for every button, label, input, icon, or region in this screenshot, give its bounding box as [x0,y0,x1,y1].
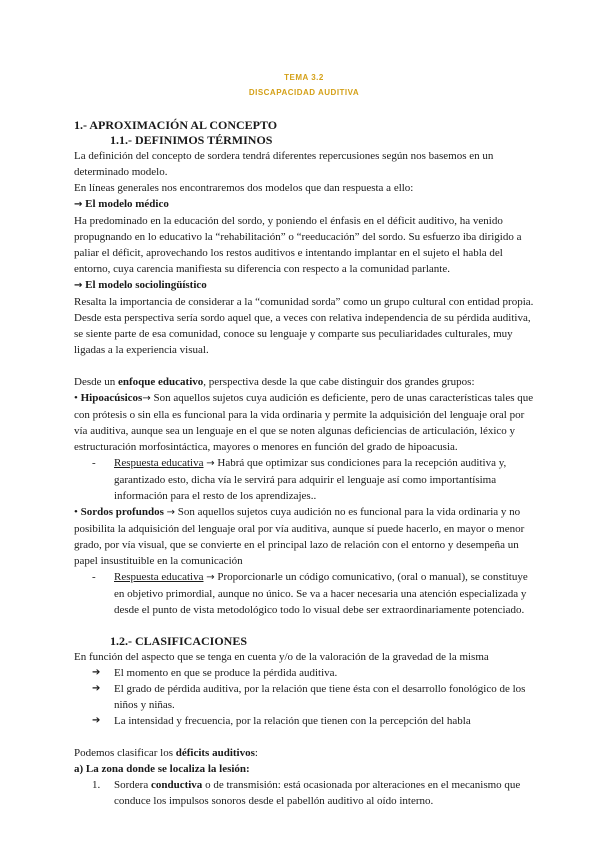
socio-heading [74,277,534,294]
topic-subject: DISCAPACIDAD AUDITIVA [248,88,360,97]
sordera-pre: Sordera [114,779,151,791]
right-arrow-icon: → [74,199,83,210]
intro-paragraph-2: En líneas generales nos encontraremos dos modelos que dan respuesta a ello: [74,182,414,194]
socio-paragraph: Resalta la importancia de considerar a la “comunidad sorda” como un grupo cultural con entidad propia. Desde esta perspectiva sería sordo aquel que, a veces con relativa independencia de su pérdida auditiva, se siente parte de esa comunidad, conoce su lenguaje y comparte sus peculiaridades culturales, muy ligadas a la experiencia visual. [74,296,534,356]
dash-marker: - [92,571,96,583]
respuesta-text: Proporcionarle un código comunicativo, (oral o manual), se constituye en objetivo primordial, aunque no único. Se va a hacer necesaria una atención especializada y desde el punto de vista metodológico todo lo visual debe ser extraordinariamente potenciado. [114,571,528,616]
subsection-title: 1.2.- CLASIFICACIONES [110,634,248,648]
section-title: 1.- APROXIMACIÓN AL CONCEPTO [74,118,278,132]
list-item-text: El momento en que se produce la pérdida auditiva. [114,667,338,679]
topic-number: TEMA 3.2 [284,73,324,82]
respuesta-label: Respuesta educativa [114,571,204,583]
right-arrow-icon: → [206,572,215,583]
enfoque-pre: Desde un [74,376,118,388]
socio-title: El modelo sociolingüístico [85,279,207,291]
respuesta-text: Habrá que optimizar sus condiciones para la recepción auditiva y, garantizado esto, dicha vía le servirá para adquirir el lenguaje así como importantísima información para el resto de los aprendizajes.. [114,457,507,502]
subsection-title: 1.1.- DEFINIMOS TÉRMINOS [110,133,273,147]
list-item [74,569,534,618]
zona-heading: a) La zona donde se localiza la lesión: [74,763,250,775]
arrow-bullet-icon: ➔ [92,683,101,694]
enfoque-bold: enfoque educativo [118,376,204,388]
medico-heading [74,196,534,213]
respuesta-label: Respuesta educativa [114,457,204,469]
sordera-bold: conductiva [150,779,203,791]
sordos-title: Sordos profundos [80,506,164,518]
arrow-bullet-icon: ➔ [92,667,101,678]
bullet-icon: • [74,392,78,404]
dash-marker: - [92,457,96,469]
right-arrow-icon: → [206,458,215,469]
medico-paragraph: Ha predominado en la educación del sordo, y poniendo el énfasis en el déficit auditivo, ha venido propugnando en lo educativo la “rehabilitación” o “reeducación” del sordo. Su esfuerzo iba dirigido a paliar el déficit, aprovechando los restos auditivos e intentando implantar en el sujeto el habla del entorno, cuya carencia manifiesta su diferencia con respecto a la comunidad parlante. [74,215,522,275]
sordos-paragraph [74,504,534,569]
enfoque-paragraph [74,374,534,390]
sordera-post: o de transmisión: está ocasionada por alteraciones en el mecanismo que conduce los impulsos sonoros desde el pabellón auditivo al oído interno. [114,779,521,807]
list-item-text: La intensidad y frecuencia, por la relación que tienen con la percepción del habla [114,715,471,727]
podemos-post: : [254,747,258,759]
sordos-text: Son aquellos sujetos cuya audición no es funcional para la vida ordinaria y no posibilita la adquisición del lenguaje oral por vía auditiva, aunque sí puede hacerlo, en mayor o menor grado, por vía visual, que se convierte en el principal lazo de relación con el entorno y desempeña un papel insustituible en la comunicación [74,506,525,567]
podemos-bold: déficits auditivos [175,747,255,759]
podemos-pre: Podemos clasificar los [74,747,176,759]
podemos-paragraph [74,745,534,761]
intro-paragraph-1: La definición del concepto de sordera tendrá diferentes repercusiones según nos basemos en un determinado modelo. [74,150,494,178]
hipoacusicos-title: Hipoacúsicos [80,392,143,404]
list-item [74,455,534,504]
hipoacusicos-paragraph [74,390,534,455]
list-item [74,681,534,713]
list-item-text: El grado de pérdida auditiva, por la relación que tiene ésta con el desarrollo fonológico de los niños y niñas. [114,683,526,711]
arrow-bullet-icon: ➔ [92,715,101,726]
hipoacusicos-text: Son aquellos sujetos cuya audición es deficiente, pero de unas características tales que con prótesis o sin ella es funcional para la vida ordinaria y permite la adquisición del lenguaje oral por vía auditiva, aunque sea un lenguaje en el que se noten algunas deficiencias de articulación, léxico y estructuración morfosintáctica, mayores o menores en función del grado de hipoacusia. [74,392,534,453]
right-arrow-icon: → [166,507,175,518]
list-item [74,665,534,681]
enfoque-post: , perspectiva desde la que cabe distinguir dos grandes grupos: [203,376,475,388]
list-item [74,777,534,809]
list-item [74,713,534,729]
medico-title: El modelo médico [85,198,169,210]
right-arrow-icon: → [74,280,83,291]
clasificaciones-intro: En función del aspecto que se tenga en cuenta y/o de la valoración de la gravedad de la misma [74,651,489,663]
document-page [74,72,534,809]
right-arrow-icon: → [142,393,151,404]
bullet-icon: • [74,506,78,518]
number-marker: 1. [92,779,101,791]
